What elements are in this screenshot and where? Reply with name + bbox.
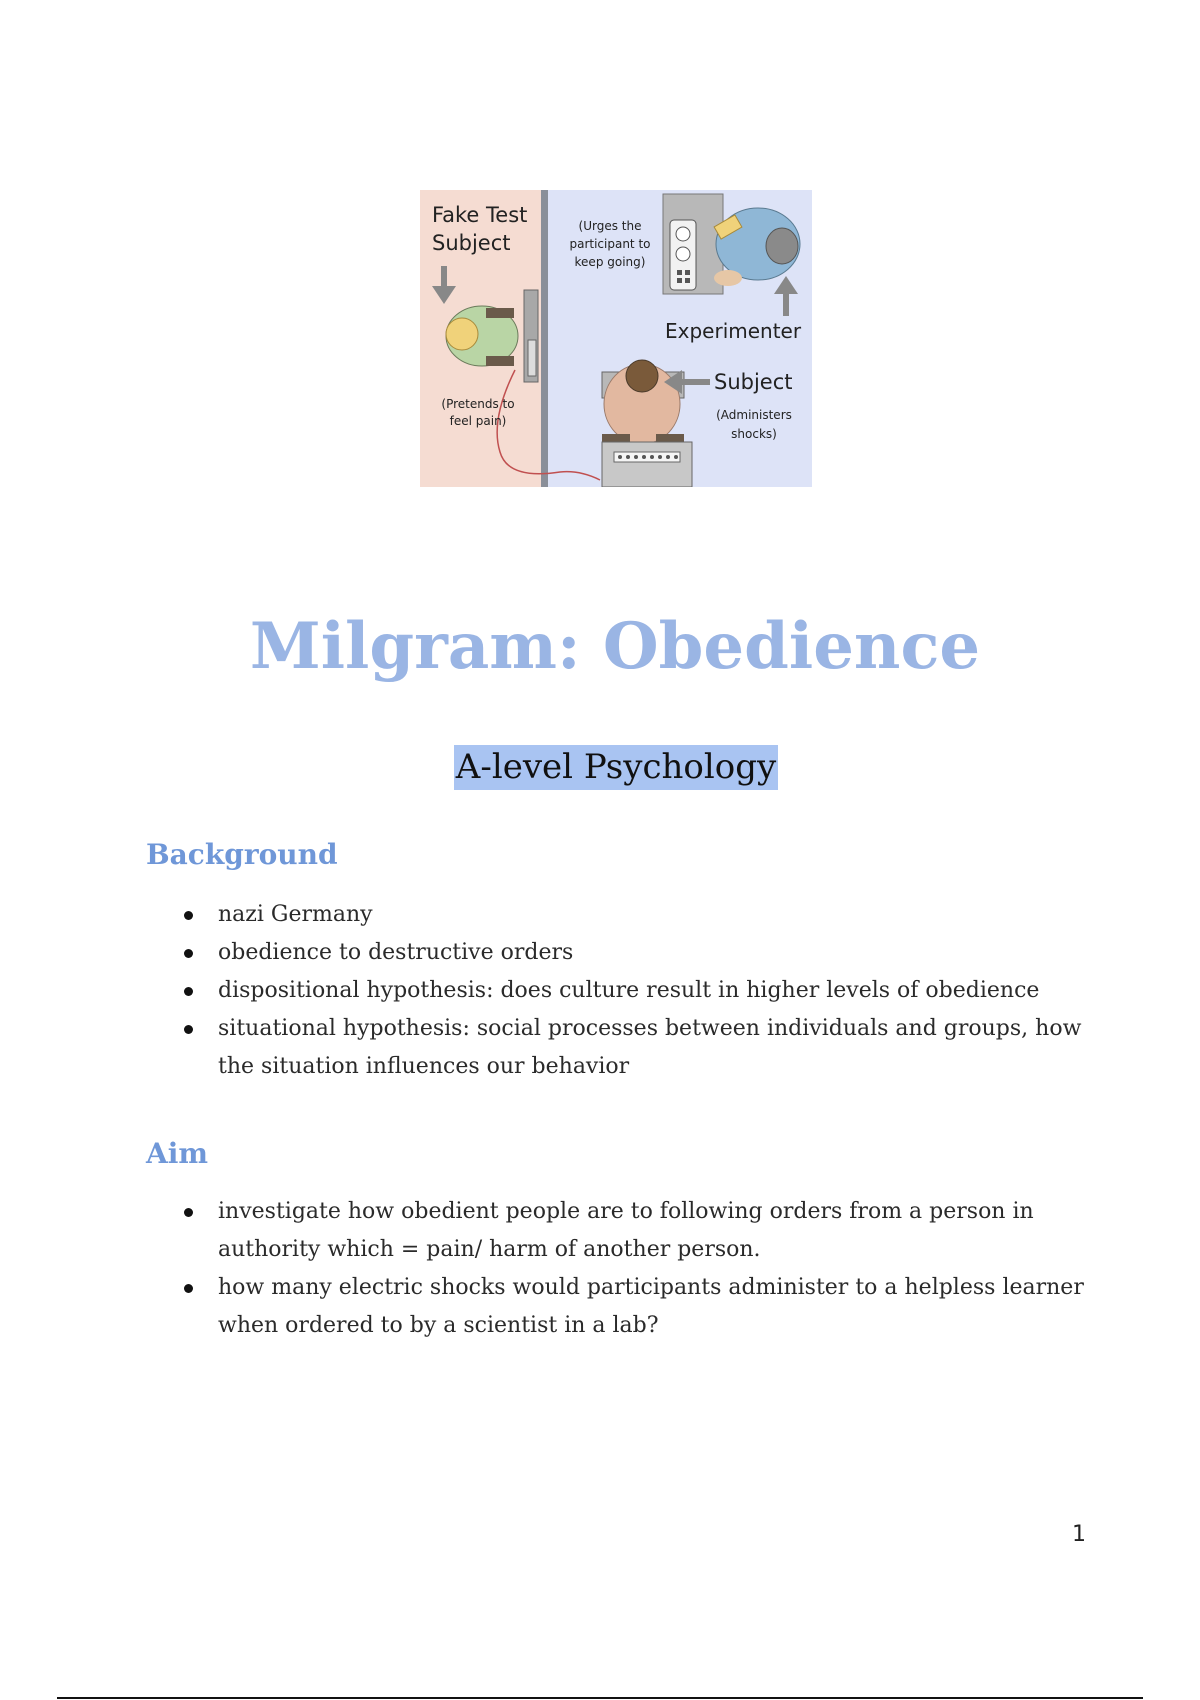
- label-fake-test: Fake Test: [432, 203, 528, 227]
- list-item-text: dispositional hypothesis: does culture result in higher levels of obedience: [218, 978, 1040, 1003]
- section-heading-background: Background: [146, 838, 338, 871]
- label-urges-3: keep going): [574, 255, 646, 269]
- list-item-text: investigate how obedient people are to following orders from a person in authority which = pain/ harm of another person.: [218, 1199, 1034, 1262]
- subtitle-container: [0, 745, 1200, 790]
- list-item: [146, 972, 1086, 1010]
- milgram-setup-illustration: [420, 190, 812, 487]
- label-administers-1: (Administers: [716, 408, 792, 422]
- list-item: [146, 1010, 1086, 1086]
- bottom-divider: [57, 1697, 1143, 1699]
- label-fake-subject: Subject: [432, 231, 511, 255]
- bullet-icon: [184, 1208, 193, 1217]
- bullet-icon: [184, 911, 193, 920]
- list-item: [146, 1269, 1086, 1345]
- milgram-diagram: [420, 190, 812, 487]
- label-urges-2: participant to: [569, 237, 651, 251]
- page-number: 1: [1072, 1522, 1086, 1547]
- list-item-text: obedience to destructive orders: [218, 940, 574, 965]
- bullet-icon: [184, 987, 193, 996]
- document-title: Milgram: Obedience: [249, 609, 981, 684]
- list-item: [146, 1193, 1086, 1269]
- bullet-icon: [184, 949, 193, 958]
- list-item-text: situational hypothesis: social processes between individuals and groups, how the situation influences our behavior: [218, 1016, 1082, 1079]
- bullet-icon: [184, 1284, 193, 1293]
- list-item-text: nazi Germany: [218, 902, 373, 927]
- label-pretends-2: feel pain): [449, 414, 507, 428]
- background-bullet-list: [146, 896, 1086, 1086]
- room-wall: [541, 190, 548, 487]
- label-administers-2: shocks): [731, 427, 777, 441]
- list-item: [146, 896, 1086, 934]
- label-subject: Subject: [714, 370, 793, 394]
- label-experimenter: Experimenter: [665, 319, 802, 343]
- aim-bullet-list: [146, 1193, 1086, 1345]
- label-urges-1: (Urges the: [578, 219, 642, 233]
- label-pretends-1: (Pretends to: [441, 397, 515, 411]
- bullet-icon: [184, 1025, 193, 1034]
- list-item: [146, 934, 1086, 972]
- section-heading-aim: Aim: [146, 1137, 208, 1170]
- document-subtitle-highlighted[interactable]: A-level Psychology: [454, 745, 778, 790]
- list-item-text: how many electric shocks would participants administer to a helpless learner when ordered to by a scientist in a lab?: [218, 1275, 1084, 1338]
